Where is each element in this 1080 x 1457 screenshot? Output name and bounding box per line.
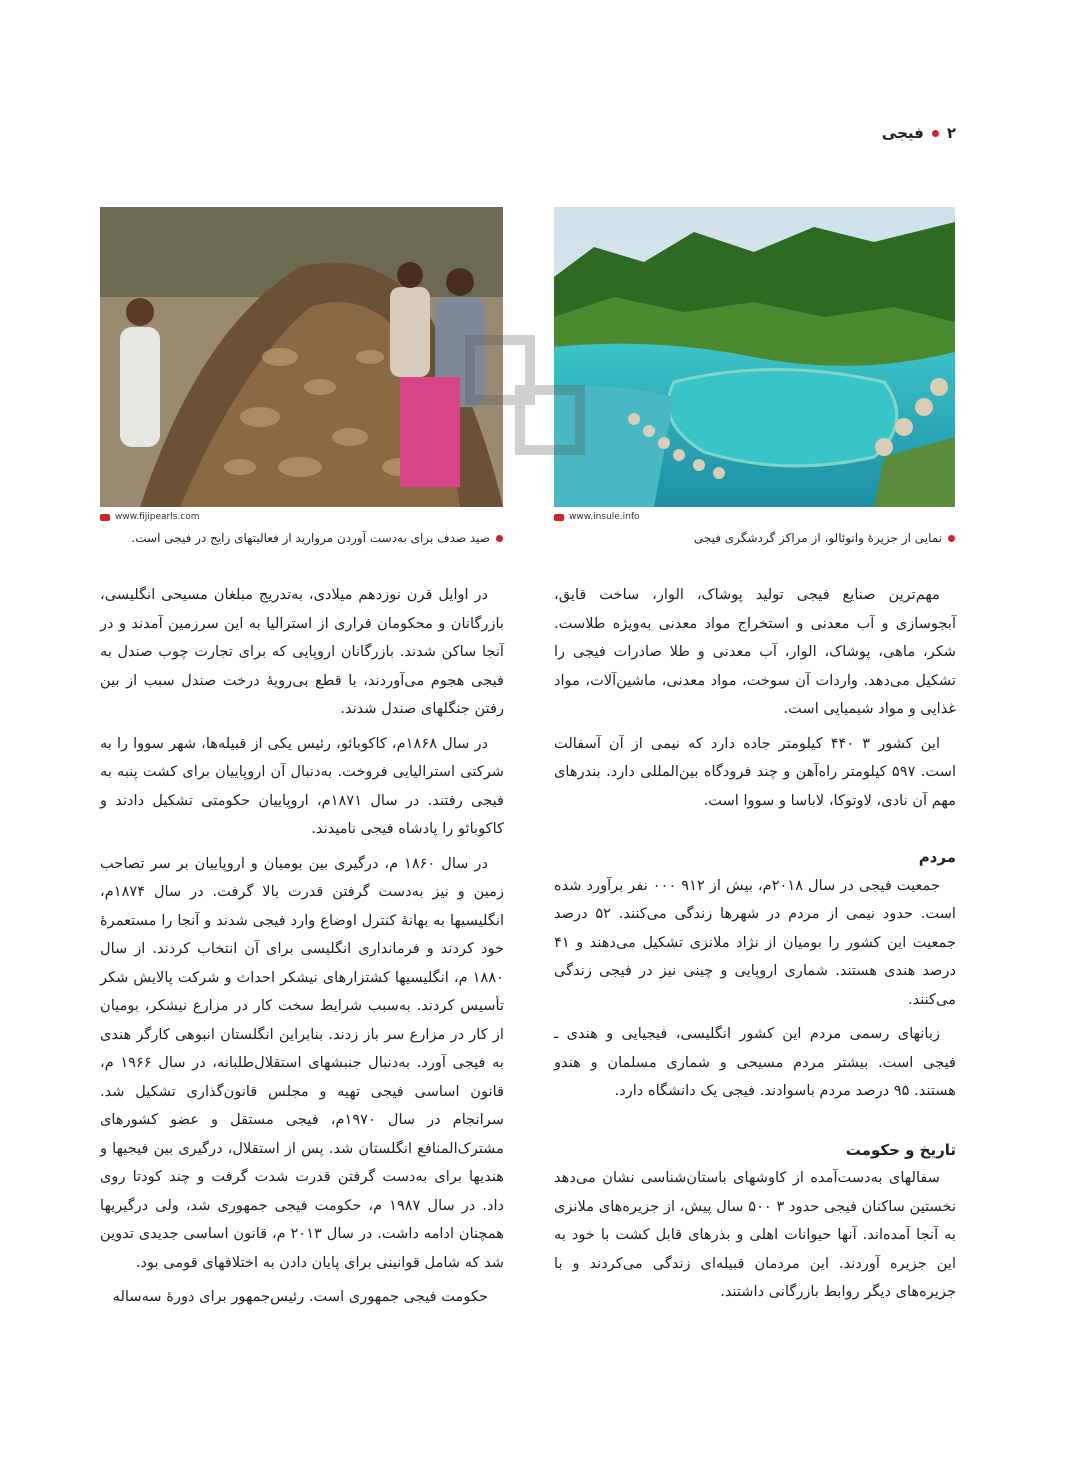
paragraph: زبانهای رسمی مردم این کشور انگلیسی، فیجیایی و هندی ـ فیجی است. بیشتر مردم مسیحی و شماری مسلمان و هندو هستند. ۹۵ درصد مردم باسوادند. فیجی یک دانشگاه دارد. bbox=[554, 1025, 956, 1099]
bullet-dot bbox=[948, 535, 955, 542]
camera-icon bbox=[554, 514, 564, 521]
bullet-dot bbox=[932, 130, 939, 137]
paragraph: جمعیت فیجی در سال ۲۰۱۸م، بیش از ۹۱۲ ۰۰۰ نفر برآورد شده است. حدود نیمی از مردم در شهرها زندگی می‌کنند. ۵۲ درصد جمعیت این کشور را بومیان از نژاد ملانزی تشکیل می‌دهند و ۴۱ درصد هندی هستند. شماری اروپایی و چینی نیز در فیجی زندگی می‌کنند. bbox=[554, 876, 956, 1008]
island-resort-photo bbox=[554, 207, 955, 507]
oyster-harvest-image bbox=[100, 207, 503, 507]
photo-credit-left bbox=[100, 512, 200, 522]
paragraph: سفالهای به‌دست‌آمده از کاوشهای باستان‌شناسی نشان می‌دهد نخستین ساکنان فیجی حدود ۳ ۵۰۰ سال پیش، از جزیره‌های ملانزی به آنجا آمده‌اند. آنها حیوانات اهلی و بذرهای قابل کشت با خود به این جزیره آوردند. این مردمان قبیله‌ای زندگی می‌کردند و با جزیره‌های دیگر روابط بازرگانی داشتند. bbox=[554, 1169, 957, 1300]
section-heading-history: تاریخ و حکومت bbox=[845, 1140, 956, 1159]
photo-caption-left bbox=[131, 531, 503, 545]
paragraph: مهم‌ترین صنایع فیجی تولید پوشاک، الوار، ساخت قایق، آبجوسازی و آب معدنی و استخراج مواد معدنی به‌ویژه طلاست. شکر، ماهی، پوشاک، الوار، آب معدنی و طلا صادرات فیجی را تشکیل می‌دهد. واردات آن سوخت، مواد معدنی، ماشین‌آلات، مواد غذایی و مواد شیمیایی است. bbox=[554, 586, 956, 717]
credit-text: www.fijipearls.com bbox=[115, 512, 200, 522]
running-head bbox=[882, 124, 956, 142]
right-text-column bbox=[554, 581, 956, 1313]
bullet-dot bbox=[496, 535, 503, 542]
paragraph: در اوایل قرن نوزدهم میلادی، به‌تدریج مبلغان مسیحی انگلیسی، بازرگانان و محکومان فراری از استرالیا به این سرزمین آمدند و در آنجا ساکن شدند. بازرگانان اروپایی که برای تجارت چوب صندل به فیجی هجوم می‌آوردند، با قطع بی‌رویهٔ درخت صندل سبب از بین رفتن جنگلهای صندل شدند. bbox=[100, 586, 504, 717]
page-number: ۲ bbox=[946, 124, 956, 142]
left-text-column bbox=[100, 581, 504, 1318]
camera-icon bbox=[100, 514, 110, 521]
paragraph: این کشور ۳ ۴۴۰ کیلومتر جاده دارد که نیمی از آن آسفالت است. ۵۹۷ کیلومتر راه‌آهن و چند فرودگاه بین‌المللی دارد. بندرهای مهم آن نادی، لاوتوکا، لاباسا و سووا است. bbox=[554, 734, 956, 809]
section-heading-people: مردم bbox=[918, 848, 956, 866]
photo-credit-right bbox=[554, 512, 640, 522]
chapter-title: فیجی bbox=[881, 124, 924, 142]
oyster-harvest-photo bbox=[100, 207, 503, 507]
paragraph: در سال ۱۸۶۰ م، درگیری بین بومیان و اروپاییان بر سر تصاحب زمین و نیز به‌دست گرفتن قدرت بالا گرفت. در سال ۱۸۷۴م، انگلیسیها به بهانهٔ کنترل اوضاع وارد فیجی شدند و آنجا را مستعمرهٔ خود کردند و فرمانداری انگلیسی برای آن انتخاب کردند. از سال ۱۸۸۰ م، انگلیسیها کشتزارهای نیشکر احداث و شرکت پالایش شکر تأسیس کردند. به‌سبب شرایط سخت کار در مزارع نیشکر، بومیان از کار در مزارع سر باز زدند. بنابراین انگلستان انبوهی کارگر هندی به فیجی آورد. به‌دنبال جنبشهای استقلال‌طلبانه، در سال ۱۹۶۶ م، قانون اساسی فیجی تهیه و مجلس قانون‌گذاری تشکیل شد. سرانجام در سال ۱۹۷۰م، فیجی مستقل و عضو کشورهای مشترک‌المنافع انگلستان شد. پس از استقلال، درگیری بین فیجیها و هندیها برای به‌دست گرفتن قدرت شدت گرفت و چند کودتا روی داد. در سال ۱۹۸۷ م، حکومت فیجی جمهوری شد، ولی درگیریها همچنان ادامه داشت. در سال ۲۰۱۳ م، قانون اساسی جدیدی تدوین شد که شامل قوانینی برای پایان دادن به اختلافهای قومی بود. bbox=[100, 854, 504, 1271]
paragraph: در سال ۱۸۶۸م، کاکوبائو، رئیس یکی از قبیله‌ها، شهر سووا را به شرکتی استرالیایی فروخت. به‌دنبال آن اروپاییان برای کشت پنبه به فیجی رفتند. در سال ۱۸۷۱م، اروپاییان حکومتی تشکیل دادند و کاکوبائو را پادشاه فیجی نامیدند. bbox=[100, 734, 504, 837]
caption-text: صید صدف برای به‌دست آوردن مروارید از فعالیتهای رایج در فیجی است. bbox=[131, 531, 490, 545]
paragraph: حکومت فیجی جمهوری است. رئیس‌جمهور برای دورهٔ سه‌ساله bbox=[112, 1288, 488, 1305]
photo-caption-right bbox=[694, 531, 955, 545]
credit-text: www.insule.info bbox=[569, 512, 640, 522]
island-resort-image bbox=[554, 207, 955, 507]
caption-text: نمایی از جزیرهٔ وانوئالو، از مراکز گردشگری فیجی bbox=[693, 531, 942, 545]
